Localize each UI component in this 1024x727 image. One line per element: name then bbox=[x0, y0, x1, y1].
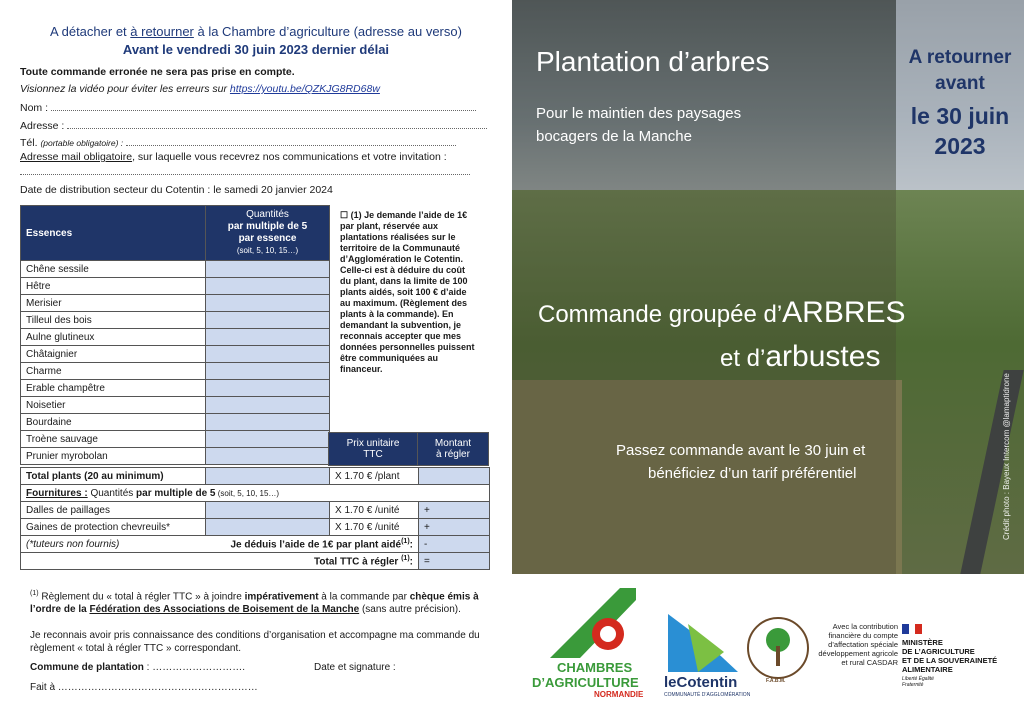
french-flag-icon bbox=[902, 624, 922, 634]
order-headline-1: Commande groupée d’ARBRES bbox=[538, 296, 906, 329]
total-plants-input[interactable] bbox=[206, 468, 330, 485]
species-row bbox=[21, 448, 330, 465]
species-row bbox=[21, 295, 330, 312]
col-essences: Essences bbox=[21, 206, 206, 261]
distribution-date: Date de distribution secteur du Cotentin : le samedi 20 janvier 2024 bbox=[20, 184, 333, 196]
gaines-amount[interactable]: + bbox=[419, 519, 490, 536]
species-quantity-input[interactable] bbox=[206, 278, 330, 295]
casdar-text: Avec la contribution financière du compte d’affectation spéciale développement agricole et rural CASDAR bbox=[818, 622, 898, 667]
offer-line-2: bénéficiez d’un tarif préférentiel bbox=[648, 465, 857, 482]
col-quantities: Quantités par multiple de 5 par essence (soit, 5, 10, 15…) bbox=[206, 206, 330, 261]
fournitures-row: Fournitures : Quantités par multiple de 5 (soit, 5, 10, 15…) bbox=[21, 485, 490, 502]
species-quantity-input[interactable] bbox=[206, 397, 330, 414]
adresse-field[interactable]: Adresse : bbox=[20, 119, 487, 132]
species-quantity-input[interactable] bbox=[206, 380, 330, 397]
species-name: Hêtre bbox=[21, 278, 206, 295]
species-quantity-input[interactable] bbox=[206, 261, 330, 278]
totals-table bbox=[20, 467, 490, 570]
species-name: Châtaignier bbox=[21, 346, 206, 363]
deduction-row: (*tuteurs non fournis) Je déduis l’aide de 1€ par plant aidé$^{(1)}$: - bbox=[21, 536, 490, 553]
species-quantity-input[interactable] bbox=[206, 329, 330, 346]
total-plants-amount[interactable] bbox=[419, 468, 490, 485]
return-line-4: 2023 bbox=[934, 133, 986, 159]
acknowledgement: Je reconnais avoir pris connaissance des conditions d’organisation et accompagne ma commande du règlement « total à régler TTC » correspondant. bbox=[30, 630, 480, 654]
species-row bbox=[21, 312, 330, 329]
species-name: Troène sauvage bbox=[21, 431, 206, 448]
species-row bbox=[21, 397, 330, 414]
species-quantity-input[interactable] bbox=[206, 431, 330, 448]
species-name: Merisier bbox=[21, 295, 206, 312]
total-ttc-row: Total TTC à régler $^{(1)}$: = bbox=[21, 553, 490, 570]
species-row bbox=[21, 329, 330, 346]
video-line: Visionnez la vidéo pour éviter les erreurs sur https://youtu.be/QZKJG8RD68w bbox=[20, 83, 380, 95]
species-row bbox=[21, 363, 330, 380]
return-line-3: le 30 juin bbox=[910, 103, 1010, 129]
date-signature: Date et signature : bbox=[314, 662, 396, 673]
dalles-amount[interactable]: + bbox=[419, 502, 490, 519]
col-amount: Montant à régler bbox=[418, 433, 489, 466]
species-name: Tilleul des bois bbox=[21, 312, 206, 329]
gaines-input[interactable] bbox=[206, 519, 330, 536]
chambres-agriculture-icon bbox=[550, 588, 636, 658]
warning-text: Toute commande erronée ne sera pas prise en compte. bbox=[20, 66, 295, 78]
commune-field[interactable]: Commune de plantation : ………………………. bbox=[30, 662, 246, 673]
deduction-amount[interactable]: - bbox=[419, 536, 490, 553]
return-line-1: A retourner bbox=[908, 47, 1012, 68]
species-quantity-input[interactable] bbox=[206, 448, 330, 465]
gaines-row: Gaines de protection chevreuils* X 1.70 € /unité + bbox=[21, 519, 490, 536]
aide-request[interactable]: ☐ (1) Je demande l’aide de 1€ par plant, réservée aux plantations réalisées sur le territoire de la Communauté d’Agglomération le Cotentin. Celle-ci est à déduire du coût du plant, dans la limite de 100 plants aidés, soit 100 € d’aide au maximum. (Règlement des plants à la commande). En demandant la subvention, je reconnais accepter que mes données personnelles puissent être communiquées au financeur. bbox=[340, 210, 475, 374]
species-row bbox=[21, 261, 330, 278]
col-price: Prix unitaire TTC bbox=[329, 433, 418, 466]
header-line-1: A détacher et à retourner à la Chambre d’agriculture (adresse au verso) bbox=[50, 24, 462, 39]
mail-dots[interactable] bbox=[20, 165, 470, 178]
photo-credit: Crédit photo : Bayeux Intercom @lamaptidrone bbox=[1002, 373, 1011, 540]
total-plants-row: Total plants (20 au minimum) X 1.70 € /plant bbox=[21, 468, 490, 485]
dalles-input[interactable] bbox=[206, 502, 330, 519]
species-quantity-input[interactable] bbox=[206, 312, 330, 329]
cover-subtitle-1: Pour le maintien des paysages bbox=[536, 105, 742, 122]
order-headline-2: et d’arbustes bbox=[720, 340, 881, 373]
dalles-row: Dalles de paillages X 1.70 € /unité + bbox=[21, 502, 490, 519]
species-quantity-input[interactable] bbox=[206, 295, 330, 312]
species-name: Charme bbox=[21, 363, 206, 380]
species-row bbox=[21, 346, 330, 363]
price-table bbox=[328, 432, 489, 466]
species-quantity-input[interactable] bbox=[206, 346, 330, 363]
species-name: Prunier myrobolan bbox=[21, 448, 206, 465]
species-quantity-input[interactable] bbox=[206, 414, 330, 431]
return-line-2: avant bbox=[935, 73, 985, 94]
deadline-line: Avant le vendredi 30 juin 2023 dernier délai bbox=[122, 42, 390, 57]
offer-line-1: Passez commande avant le 30 juin et bbox=[616, 442, 866, 459]
payment-terms: $^{(1)}$ Règlement du « total à régler TTC » à joindre impérativement à la commande par chèque émis à l’ordre de la Fédération des Associations de Boisement de la Manche (sans autre précision). bbox=[30, 590, 479, 615]
tree-icon bbox=[746, 616, 810, 680]
total-ttc-amount[interactable]: = bbox=[419, 553, 490, 570]
order-table bbox=[20, 205, 330, 465]
species-row bbox=[21, 431, 330, 448]
nom-field[interactable]: Nom : bbox=[20, 101, 476, 114]
species-row bbox=[21, 380, 330, 397]
fait-a-field[interactable]: Fait à …………………………………………………… bbox=[30, 682, 258, 693]
mail-field[interactable]: Adresse mail obligatoire, sur laquelle vous recevrez nos communications et votre invitation : bbox=[20, 151, 447, 163]
cotentin-icon bbox=[668, 614, 738, 672]
tel-field[interactable]: Tél. (portable obligatoire) : bbox=[20, 136, 456, 149]
table-header-row bbox=[21, 206, 330, 261]
species-name: Chêne sessile bbox=[21, 261, 206, 278]
species-name: Bourdaine bbox=[21, 414, 206, 431]
partner-logos: CHAMBRES D’AGRICULTURE NORMANDIE leCotentin COMMUNAUTÉ D’AGGLOMÉRATION F.A.B.M. Avec la contribution financière du compte d’affectation spéciale développement agricole et rural CASDAR MINISTÈRE DE L’AGRICULTURE ET DE LA SOUVERAINETÉ ALIMENTAIRE Liberté Égalité Fraternité bbox=[512, 574, 1024, 727]
video-link[interactable]: https://youtu.be/QZKJG8RD68w bbox=[229, 83, 380, 95]
species-quantity-input[interactable] bbox=[206, 363, 330, 380]
cover-subtitle-2: bocagers de la Manche bbox=[536, 128, 692, 145]
species-row bbox=[21, 414, 330, 431]
cover-panel bbox=[512, 0, 1024, 727]
species-name: Noisetier bbox=[21, 397, 206, 414]
price-header-row bbox=[329, 433, 489, 466]
cover-title: Plantation d’arbres bbox=[536, 46, 770, 77]
species-name: Erable champêtre bbox=[21, 380, 206, 397]
species-name: Aulne glutineux bbox=[21, 329, 206, 346]
species-row bbox=[21, 278, 330, 295]
